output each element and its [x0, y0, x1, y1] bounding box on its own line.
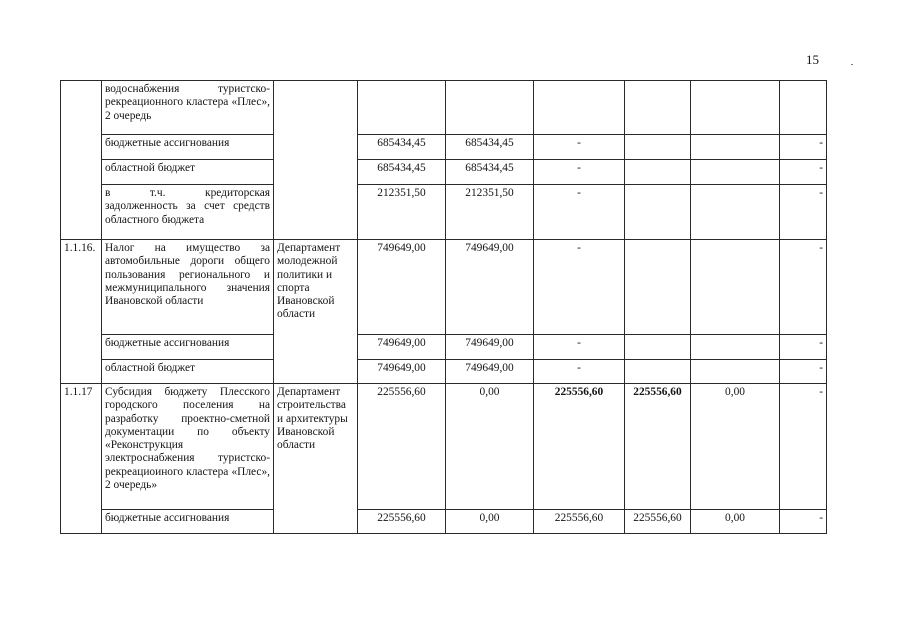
total-cell: 212351,50: [358, 185, 446, 240]
value-cell: [625, 135, 691, 160]
value-cell: -: [534, 240, 625, 335]
department-cell: Департамент молодежной политики и спорта Ивановской области: [274, 240, 358, 384]
department-cell: [274, 81, 358, 240]
regional-cell: 0,00: [446, 510, 534, 534]
regional-cell: 212351,50: [446, 185, 534, 240]
value-cell: [691, 185, 780, 240]
total-cell: 685434,45: [358, 135, 446, 160]
code-cell: 1.1.17: [61, 384, 102, 534]
total-cell: 749649,00: [358, 335, 446, 360]
total-cell: 225556,60: [358, 384, 446, 510]
value-cell: 225556,60: [534, 510, 625, 534]
regional-cell: 749649,00: [446, 335, 534, 360]
value-cell: [534, 81, 625, 135]
value-cell: -: [534, 185, 625, 240]
value-cell: [780, 81, 827, 135]
table-row: [61, 160, 827, 185]
total-cell: 225556,60: [358, 510, 446, 534]
description-cell: областной бюджет: [102, 160, 274, 185]
department-cell: Департамент строительства и архитектуры Ивановской области: [274, 384, 358, 534]
value-cell: -: [780, 384, 827, 510]
code-cell: 1.1.16.: [61, 240, 102, 384]
total-cell: 749649,00: [358, 240, 446, 335]
value-cell: 225556,60: [625, 384, 691, 510]
value-cell: -: [780, 335, 827, 360]
table-row: [61, 81, 827, 135]
value-cell: [625, 185, 691, 240]
table-row: [61, 240, 827, 335]
value-cell: -: [534, 360, 625, 384]
value-cell: [691, 81, 780, 135]
table-row: [61, 384, 827, 510]
value-cell: 225556,60: [625, 510, 691, 534]
description-cell: Налог на имущество за автомобильные дороги общего пользования регионального и межмуниципального значения Ивановской области: [102, 240, 274, 335]
value-cell: -: [780, 160, 827, 185]
regional-cell: 749649,00: [446, 360, 534, 384]
value-cell: 0,00: [691, 510, 780, 534]
value-cell: [625, 240, 691, 335]
regional-cell: [446, 81, 534, 135]
value-cell: -: [534, 335, 625, 360]
value-cell: [625, 335, 691, 360]
description-cell: Субсидия бюджету Плесского городского поселения на разработку проектно-сметной документации по объекту «Реконструкция электроснабжения туристско-рекреациоиного кластера «Плес», 2 очередь»: [102, 384, 274, 510]
code-cell: [61, 81, 102, 240]
value-cell: -: [534, 135, 625, 160]
value-cell: 0,00: [691, 384, 780, 510]
total-cell: 749649,00: [358, 360, 446, 384]
table-row: [61, 510, 827, 534]
description-cell: областной бюджет: [102, 360, 274, 384]
value-cell: [691, 240, 780, 335]
table-row: [61, 360, 827, 384]
regional-cell: 0,00: [446, 384, 534, 510]
value-cell: 225556,60: [534, 384, 625, 510]
description-cell: бюджетные ассигнования: [102, 510, 274, 534]
table-row: [61, 335, 827, 360]
regional-cell: 749649,00: [446, 240, 534, 335]
scan-speck: [851, 64, 853, 65]
table-row: [61, 185, 827, 240]
value-cell: [691, 160, 780, 185]
value-cell: -: [780, 240, 827, 335]
value-cell: [691, 135, 780, 160]
value-cell: -: [780, 135, 827, 160]
table-row: [61, 135, 827, 160]
value-cell: [625, 360, 691, 384]
regional-cell: 685434,45: [446, 135, 534, 160]
value-cell: [691, 335, 780, 360]
value-cell: -: [780, 185, 827, 240]
description-cell: бюджетные ассигнования: [102, 335, 274, 360]
value-cell: [625, 81, 691, 135]
value-cell: -: [780, 360, 827, 384]
description-cell: в т.ч. кредиторская задолженность за счет средств областного бюджета: [102, 185, 274, 240]
description-cell: бюджетные ассигнования: [102, 135, 274, 160]
total-cell: [358, 81, 446, 135]
description-cell: водоснабжения туристско-рекреационного кластера «Плес», 2 очередь: [102, 81, 274, 135]
total-cell: 685434,45: [358, 160, 446, 185]
budget-table: [60, 80, 827, 534]
value-cell: [625, 160, 691, 185]
value-cell: [691, 360, 780, 384]
page-number: 15: [806, 52, 819, 67]
value-cell: -: [534, 160, 625, 185]
value-cell: -: [780, 510, 827, 534]
regional-cell: 685434,45: [446, 160, 534, 185]
